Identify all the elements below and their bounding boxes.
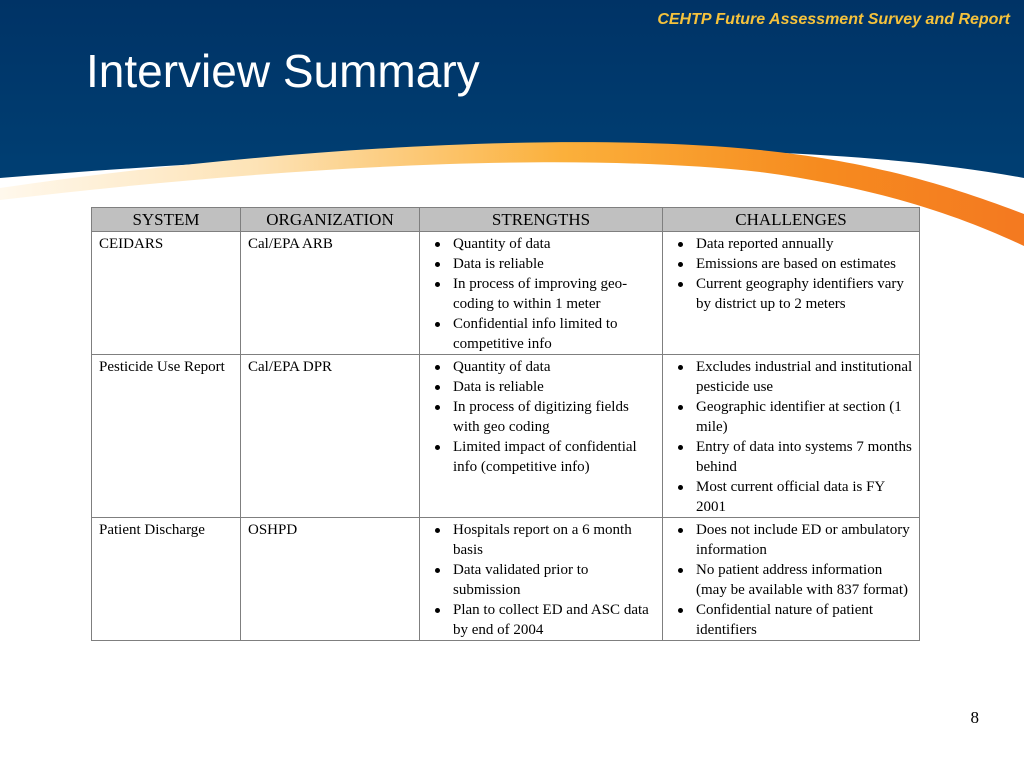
table-row [92,355,920,518]
challenge-item: No patient address information (may be available with 837 format) [670,560,913,600]
report-title: CEHTP Future Assessment Survey and Report [657,11,1010,28]
challenges-list [670,234,913,314]
strength-item: Plan to collect ED and ASC data by end of 2004 [427,600,656,640]
column-header-challenges: CHALLENGES [663,208,920,232]
column-header-organization: ORGANIZATION [241,208,420,232]
challenge-item: Confidential nature of patient identifiers [670,600,913,640]
table-row [92,232,920,355]
column-header-strengths: STRENGTHS [420,208,663,232]
strengths-list [427,357,656,477]
challenge-item: Excludes industrial and institutional pesticide use [670,357,913,397]
strengths-cell [420,518,663,641]
system-cell: CEIDARS [92,232,241,355]
strength-item: Hospitals report on a 6 month basis [427,520,656,560]
table-header-row [92,208,920,232]
strength-item: Quantity of data [427,357,656,377]
challenges-list [670,357,913,517]
challenges-cell [663,232,920,355]
system-cell: Pesticide Use Report [92,355,241,518]
strengths-cell [420,355,663,518]
challenge-item: Entry of data into systems 7 months behind [670,437,913,477]
strength-item: Limited impact of confidential info (competitive info) [427,437,656,477]
strengths-list [427,520,656,640]
strength-item: Data validated prior to submission [427,560,656,600]
organization-cell: OSHPD [241,518,420,641]
table-row [92,518,920,641]
challenge-item: Current geography identifiers vary by district up to 2 meters [670,274,913,314]
strength-item: In process of digitizing fields with geo coding [427,397,656,437]
strength-item: Data is reliable [427,377,656,397]
organization-cell: Cal/EPA ARB [241,232,420,355]
challenge-item: Most current official data is FY 2001 [670,477,913,517]
challenge-item: Geographic identifier at section (1 mile) [670,397,913,437]
strength-item: In process of improving geo-coding to within 1 meter [427,274,656,314]
interview-summary-table [91,207,920,641]
strengths-cell [420,232,663,355]
strength-item: Data is reliable [427,254,656,274]
strength-item: Quantity of data [427,234,656,254]
challenges-cell [663,355,920,518]
system-cell: Patient Discharge [92,518,241,641]
slide-title: Interview Summary [86,45,480,97]
organization-cell: Cal/EPA DPR [241,355,420,518]
column-header-system: SYSTEM [92,208,241,232]
challenge-item: Data reported annually [670,234,913,254]
challenge-item: Does not include ED or ambulatory information [670,520,913,560]
strengths-list [427,234,656,354]
page-number: 8 [970,708,979,727]
challenges-list [670,520,913,640]
challenges-cell [663,518,920,641]
challenge-item: Emissions are based on estimates [670,254,913,274]
strength-item: Confidential info limited to competitive info [427,314,656,354]
